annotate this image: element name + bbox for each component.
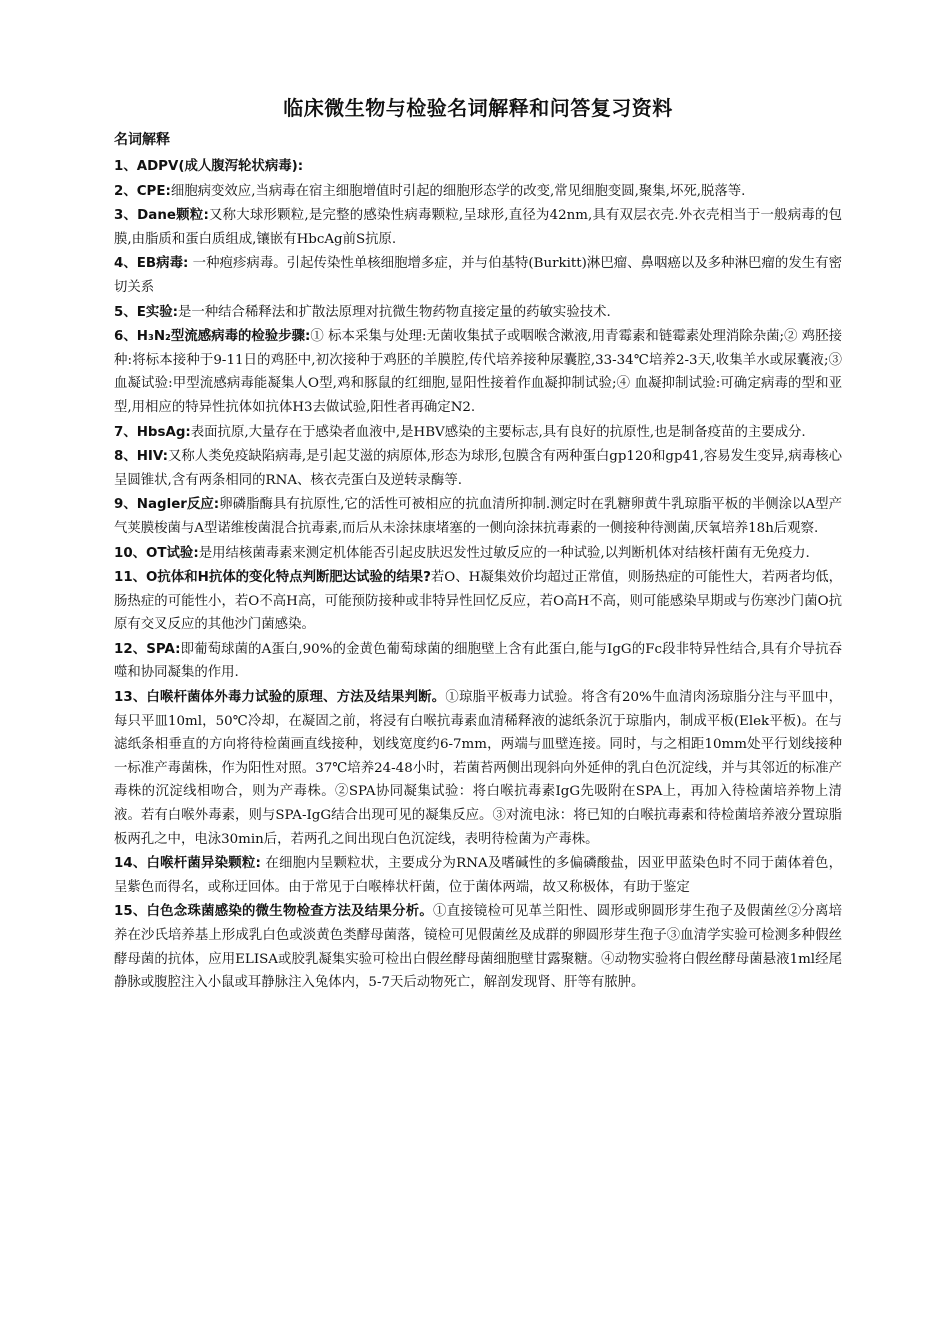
entry-term: 15、白色念珠菌感染的微生物检查方法及结果分析。 bbox=[114, 904, 433, 920]
entry-text: 又称人类免疫缺陷病毒,是引起艾滋的病原体,形态为球形,包膜含有两种蛋白gp120和gp41,容易发生变异,病毒核心呈圆锥状,含有两条相同的RNA、核衣壳蛋白及逆转录酶等. bbox=[114, 449, 842, 488]
entry-term: 14、白喉杆菌异染颗粒: bbox=[114, 856, 261, 872]
entry-term: 10、OT试验: bbox=[114, 545, 199, 561]
entry-14 bbox=[114, 852, 842, 899]
entry-11 bbox=[114, 566, 842, 637]
entry-6 bbox=[114, 325, 842, 419]
entry-text: 若O、H凝集效价均超过正常值，则肠热症的可能性大，若两者均低，肠热症的可能性小，若O不高H高，可能预防接种或非特异性回忆反应，若O高H不高，则可能感染早期或与伤寒沙门菌O抗原有交叉反应的其他沙门菌感染。 bbox=[114, 570, 842, 633]
entry-10 bbox=[114, 542, 842, 566]
entry-term: 1、ADPV(成人腹泻轮状病毒): bbox=[114, 159, 304, 174]
entry-12 bbox=[114, 638, 842, 685]
entry-term: 9、Nagler反应: bbox=[114, 497, 220, 513]
entry-term: 8、HIV: bbox=[114, 449, 169, 465]
entry-text: 即葡萄球菌的A蛋白,90%的金黄色葡萄球菌的细胞壁上含有此蛋白,能与IgG的Fc段非特异性结合,具有介导抗吞噬和协同凝集的作用. bbox=[114, 641, 842, 681]
entry-5 bbox=[114, 301, 842, 325]
entry-text: 是用结核菌毒素来测定机体能否引起皮肤迟发性过敏反应的一种试验,以判断机体对结核杆菌有无免疫力. bbox=[198, 545, 810, 561]
entry-8 bbox=[114, 445, 842, 492]
entry-4 bbox=[114, 252, 842, 299]
entry-text: 卵磷脂酶具有抗原性,它的活性可被相应的抗血清所抑制.测定时在乳糖卵黄牛乳琼脂平板的半侧涂以A型产气荚膜梭菌与A型诺维梭菌混合抗毒素,而后从未涂抹康堵塞的一侧向涂抹抗毒素的一侧接种待测菌,厌氧培养18h后观察. bbox=[114, 497, 842, 536]
entry-text: 表面抗原,大量存在于感染者血液中,是HBV感染的主要标志,具有良好的抗原性,也是制备疫苗的主要成分. bbox=[190, 424, 806, 440]
entry-term: 13、白喉杆菌体外毒力试验的原理、方法及结果判断。 bbox=[114, 690, 446, 706]
entry-7 bbox=[114, 421, 842, 445]
entry-1 bbox=[114, 155, 842, 179]
entry-term: 3、Dane颗粒: bbox=[114, 208, 209, 224]
entry-text: 一种疱疹病毒。引起传染性单核细胞增多症，并与伯基特(Burkitt)淋巴瘤、鼻咽癌以及多种淋巴瘤的发生有密切关系 bbox=[114, 256, 842, 295]
entry-text: 是一种结合稀释法和扩散法原理对抗微生物药物直接定量的药敏实验技术. bbox=[178, 304, 611, 320]
entry-term: 11、O抗体和H抗体的变化特点判断肥达试验的结果? bbox=[114, 570, 431, 586]
entry-15 bbox=[114, 900, 842, 994]
entry-term: 2、CPE: bbox=[114, 183, 171, 199]
entry-term: 5、E实验: bbox=[114, 304, 178, 320]
entry-2 bbox=[114, 180, 842, 204]
entry-text: 细胞病变效应,当病毒在宿主细胞增值时引起的细胞形态学的改变,常见细胞变圆,聚集,坏死,脱落等. bbox=[170, 183, 746, 199]
entry-text: ① 标本采集与处理:无菌收集拭子或咽喉含漱液,用青霉素和链霉素处理消除杂菌;② 鸡胚接种:将标本接种于9-11日的鸡胚中,初次接种于鸡胚的羊膜腔,传代培养接种尿囊腔,33-34℃培养2-3天,收集羊水或尿囊液;③ 血凝试验:甲型流感病毒能凝集人O型,鸡和豚鼠的红细胞,显阳性接着作血凝抑制试验;④ 血凝抑制试验:可确定病毒的型和亚型,用相应的特异性抗体如抗体H3去做试验,阳性者再确定N2. bbox=[114, 329, 842, 415]
entry-text: 在细胞内呈颗粒状，主要成分为RNA及嗜碱性的多偏磷酸盐，因亚甲蓝染色时不同于菌体着色，呈紫色而得名，或称迂回体。由于常见于白喉棒状杆菌，位于菌体两端，故又称极体，有助于鉴定 bbox=[114, 856, 842, 895]
entry-term: 12、SPA: bbox=[114, 641, 181, 657]
entry-term: 7、HbsAg: bbox=[114, 424, 191, 440]
entry-3 bbox=[114, 204, 842, 251]
entry-text: ①直接镜检可见革兰阳性、圆形或卵圆形芽生孢子及假菌丝②分离培养在沙氏培养基上形成乳白色或淡黄色类酵母菌落，镜检可见假菌丝及成群的卵圆形芽生孢子③血清学实验可检测多种假丝酵母菌的抗体，应用ELISA或胶乳凝集实验可检出白假丝酵母菌细胞壁甘露聚糖。④动物实验将白假丝酵母菌悬液1ml经尾静脉或腹腔注入小鼠或耳静脉注入兔体内，5-7天后动物死亡，解剖发现肾、肝等有脓肿。 bbox=[114, 904, 842, 991]
entry-text: ①琼脂平板毒力试验。将含有20%牛血清肉汤琼脂分注与平皿中，每只平皿10ml，50℃冷却，在凝固之前，将浸有白喉抗毒素血清稀释液的滤纸条沉于琼脂内，制成平板(Elek平板)。在与滤纸条相垂直的方向将待检菌画直线接种，划线宽度约6-7mm，两端与皿壁连接。同时，与之相距10mm处平行划线接种一标准产毒菌株，作为阳性对照。37℃培养24-48小时，若菌苔两侧出现斜向外延伸的乳白色沉淀线，并与其邻近的标准产毒株的沉淀线相吻合，则为产毒株。②SPA协同凝集试验：将白喉抗毒素IgG先吸附在SPA上，再加入待检菌培养物上清液。若有白喉外毒素，则与SPA-IgG结合出现可见的凝集反应。③对流电泳：将已知的白喉抗毒素和待检菌培养液分置琼脂板两孔之中，电泳30min后，若两孔之间出现白色沉淀线，表明待检菌为产毒株。 bbox=[114, 690, 842, 847]
entry-term: 6、H₃N₂型流感病毒的检验步骤: bbox=[114, 329, 311, 345]
document-title: 临床微生物与检验名词解释和问答复习资料 bbox=[283, 96, 673, 120]
entry-text: 又称大球形颗粒,是完整的感染性病毒颗粒,呈球形,直径为42nm,具有双层衣壳.外衣壳相当于一般病毒的包膜,由脂质和蛋白质组成,镶嵌有HbcAg前S抗原. bbox=[114, 208, 842, 247]
entry-9 bbox=[114, 493, 842, 540]
entry-term: 4、EB病毒: bbox=[114, 256, 189, 272]
section-heading: 名词解释 bbox=[114, 132, 170, 148]
entry-13 bbox=[114, 686, 842, 851]
